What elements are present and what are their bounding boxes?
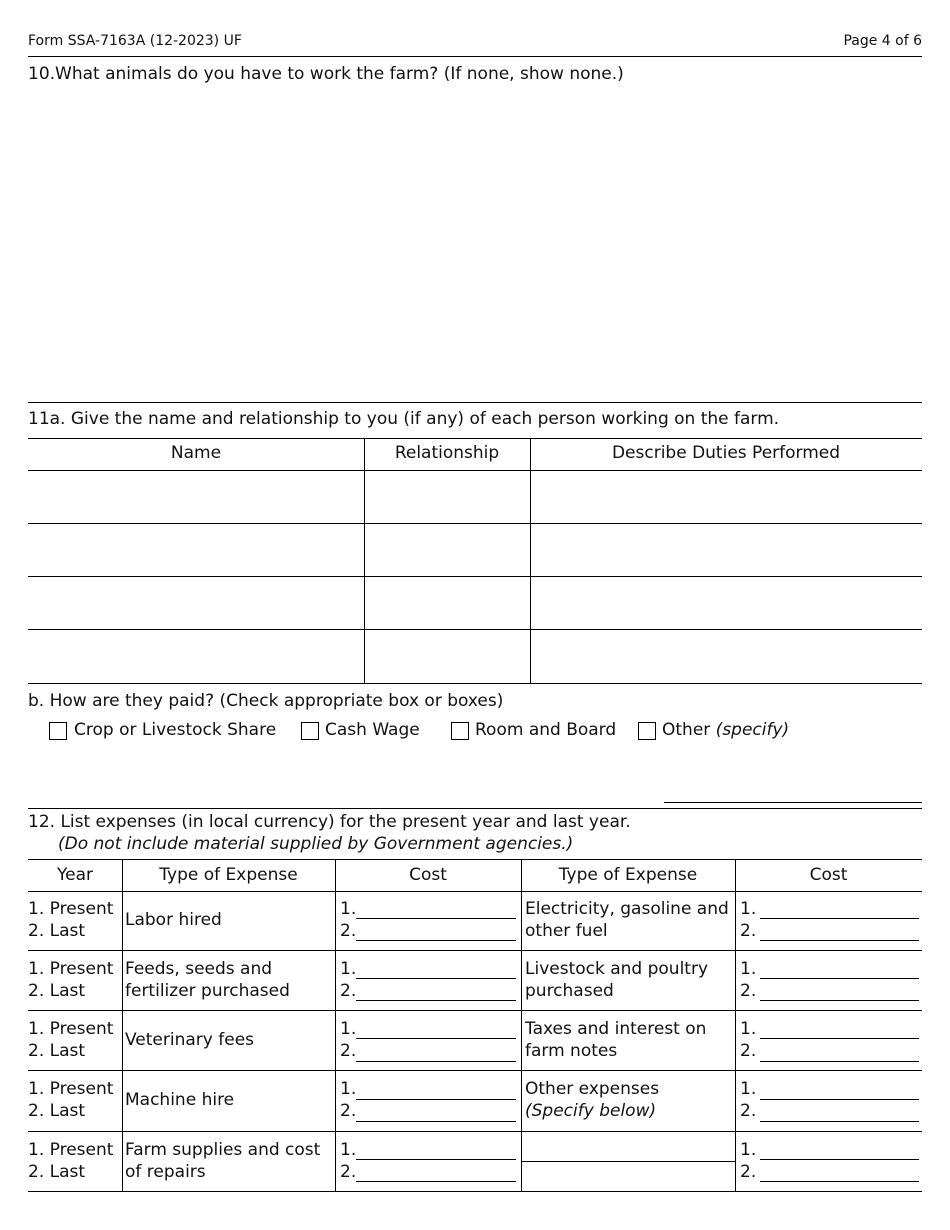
expense-type-right [525, 1018, 706, 1062]
cost-present-field[interactable] [356, 918, 516, 919]
year-last: 2. Last [28, 1101, 86, 1121]
crop-livestock-share-checkbox[interactable] [49, 722, 67, 740]
cost-last-label: 2. [340, 1101, 357, 1121]
expense-line1: Veterinary fees [125, 1030, 255, 1050]
q11a-row-line [28, 523, 922, 524]
q11a-col-divider-2 [530, 438, 531, 683]
expense-line2: purchased [525, 981, 614, 1001]
cost-cell [340, 898, 356, 942]
year-cell [28, 1139, 113, 1183]
q11a-row3-duties-field[interactable] [532, 578, 920, 628]
year-last: 2. Last [28, 921, 86, 941]
q11a-row3-relationship-field[interactable] [366, 578, 528, 628]
q12-col-divider [122, 859, 123, 1191]
page-number: Page 4 of 6 [843, 33, 922, 49]
room-and-board-checkbox[interactable] [451, 722, 469, 740]
cost-present-field[interactable] [760, 918, 919, 919]
cost-present-field[interactable] [356, 1159, 516, 1160]
year-present: 1. Present [28, 899, 114, 919]
form-id: Form SSA-7163A (12-2023) UF [28, 33, 242, 49]
crop-livestock-share-label: Crop or Livestock Share [74, 720, 277, 740]
q12-col-cost-left: Cost [409, 865, 447, 885]
expense-line2: other fuel [525, 921, 608, 941]
other-option-text: Other [662, 720, 711, 740]
cost-present-label: 1. [340, 1079, 357, 1099]
other-specify-hint: (specify) [715, 720, 790, 740]
q11b-bottom-line [28, 808, 922, 809]
cost-present-label: 1. [740, 1140, 757, 1160]
q11a-row2-duties-field[interactable] [532, 525, 920, 575]
q11a-row1-name-field[interactable] [30, 472, 362, 522]
q12-col-divider [335, 859, 336, 1191]
cost-present-field[interactable] [760, 1038, 919, 1039]
year-cell [28, 1018, 113, 1062]
cost-last-label: 2. [340, 1162, 357, 1182]
q11a-col-name: Name [170, 443, 222, 463]
q12-col-cost-right: Cost [809, 865, 848, 885]
q12-table-bottom [28, 1191, 922, 1192]
year-cell [28, 898, 113, 942]
expense-line1: Feeds, seeds and [125, 959, 273, 979]
expense-line1: Labor hired [125, 910, 222, 930]
year-present: 1. Present [28, 1019, 114, 1039]
expense-line2: (Specify below) [525, 1101, 657, 1121]
cost-cell [340, 1078, 356, 1122]
expense-line1: Taxes and interest on [525, 1019, 707, 1039]
cost-cell [340, 958, 356, 1002]
q11b-label: b. How are they paid? (Check appropriate box or boxes) [28, 691, 504, 711]
q11a-row4-duties-field[interactable] [532, 631, 920, 681]
q12-col-divider [521, 859, 522, 1191]
expense-type-left [125, 958, 290, 1002]
q12-note: (Do not include material supplied by Government agencies.) [58, 834, 574, 854]
year-present: 1. Present [28, 959, 114, 979]
cost-last-label: 2. [740, 1101, 757, 1121]
q11a-label: 11a. Give the name and relationship to you (if any) of each person working on the farm. [28, 409, 780, 429]
q11a-row2-name-field[interactable] [30, 525, 362, 575]
q12-specify-line [522, 1161, 735, 1162]
q12-row-line [28, 1010, 922, 1011]
cost-last-field[interactable] [356, 1121, 516, 1122]
other-expense-specify-field-2[interactable] [523, 1163, 734, 1190]
expense-type-right [525, 898, 729, 942]
q12-row-line [28, 950, 922, 951]
expense-line1: Farm supplies and cost [125, 1140, 321, 1160]
q11a-row1-duties-field[interactable] [532, 472, 920, 522]
cost-last-label: 2. [340, 921, 357, 941]
cost-last-field[interactable] [760, 1000, 919, 1001]
cash-wage-label: Cash Wage [325, 720, 420, 740]
cost-present-field[interactable] [760, 1099, 919, 1100]
q11a-col-duties: Describe Duties Performed [611, 443, 841, 463]
expense-type-right [525, 1078, 659, 1122]
cost-last-field[interactable] [356, 1181, 516, 1182]
cost-last-label: 2. [740, 981, 757, 1001]
cost-cell [740, 1078, 756, 1122]
expense-line2: of repairs [125, 1162, 206, 1182]
cost-present-label: 1. [340, 899, 357, 919]
header-divider [28, 56, 922, 57]
q12-col-type-right: Type of Expense [558, 865, 698, 885]
q11a-row3-name-field[interactable] [30, 578, 362, 628]
expense-line1: Electricity, gasoline and [525, 899, 729, 919]
year-cell [28, 958, 113, 1002]
q12-col-divider [735, 859, 736, 1191]
cost-present-field[interactable] [356, 1038, 516, 1039]
q11a-row1-relationship-field[interactable] [366, 472, 528, 522]
q11a-col-relationship: Relationship [394, 443, 500, 463]
cost-present-label: 1. [740, 1019, 757, 1039]
cost-cell [740, 898, 756, 942]
cost-present-label: 1. [740, 1079, 757, 1099]
expense-type-left [125, 1089, 234, 1111]
expense-type-right [525, 958, 708, 1002]
q10-label: 10.What animals do you have to work the farm? (If none, show none.) [28, 64, 624, 84]
year-last: 2. Last [28, 981, 86, 1001]
cost-last-label: 2. [740, 1162, 757, 1182]
cost-cell [340, 1018, 356, 1062]
expense-line1: Livestock and poultry [525, 959, 709, 979]
q11a-table-bottom [28, 683, 922, 684]
cash-wage-checkbox[interactable] [301, 722, 319, 740]
q12-col-year: Year [57, 865, 93, 885]
cost-last-field[interactable] [760, 1061, 919, 1062]
cost-present-field[interactable] [760, 1159, 919, 1160]
cost-cell [740, 1018, 756, 1062]
q12-row-line [28, 1070, 922, 1071]
cost-present-field[interactable] [356, 978, 516, 979]
cost-last-label: 2. [340, 1041, 357, 1061]
q11a-header-bottom [28, 470, 922, 471]
cost-present-label: 1. [340, 959, 357, 979]
cost-last-label: 2. [740, 921, 757, 941]
q11a-table-top [28, 438, 922, 439]
q11a-row4-name-field[interactable] [30, 631, 362, 681]
cost-last-field[interactable] [760, 1181, 919, 1182]
q12-row-line [28, 1131, 922, 1132]
cost-last-label: 2. [340, 981, 357, 1001]
q11a-row-line [28, 629, 922, 630]
cost-last-field[interactable] [356, 1000, 516, 1001]
other-specify-field[interactable] [664, 802, 922, 803]
cost-present-label: 1. [340, 1140, 357, 1160]
cost-last-field[interactable] [760, 1121, 919, 1122]
expense-line1: Other expenses [525, 1079, 660, 1099]
year-present: 1. Present [28, 1140, 114, 1160]
q11a-col-divider-1 [364, 438, 365, 683]
cost-last-field[interactable] [356, 1061, 516, 1062]
cost-present-field[interactable] [356, 1099, 516, 1100]
q11a-row4-relationship-field[interactable] [366, 631, 528, 681]
year-cell [28, 1078, 113, 1122]
q11a-row-line [28, 576, 922, 577]
cost-last-field[interactable] [760, 940, 919, 941]
cost-present-label: 1. [340, 1019, 357, 1039]
cost-cell [740, 1139, 756, 1183]
cost-last-field[interactable] [356, 940, 516, 941]
q12-col-type-left: Type of Expense [159, 865, 298, 885]
expense-line1: Machine hire [125, 1090, 235, 1110]
other-checkbox[interactable] [638, 722, 656, 740]
expense-line2: fertilizer purchased [125, 981, 290, 1001]
cost-cell [340, 1139, 356, 1183]
q10-answer-field[interactable] [28, 90, 926, 399]
expense-line2: farm notes [525, 1041, 618, 1061]
expense-type-left [125, 909, 222, 931]
year-last: 2. Last [28, 1041, 86, 1061]
cost-present-field[interactable] [760, 978, 919, 979]
q11a-row2-relationship-field[interactable] [366, 525, 528, 575]
cost-present-label: 1. [740, 899, 757, 919]
q10-bottom-line [28, 402, 922, 403]
year-present: 1. Present [28, 1079, 114, 1099]
year-last: 2. Last [28, 1162, 86, 1182]
cost-last-label: 2. [740, 1041, 757, 1061]
cost-cell [740, 958, 756, 1002]
q12-table-top [28, 859, 922, 860]
q12-label: 12. List expenses (in local currency) for the present year and last year. [28, 812, 631, 832]
expense-type-left [125, 1029, 254, 1051]
cost-present-label: 1. [740, 959, 757, 979]
q12-header-bottom [28, 891, 922, 892]
expense-type-left [125, 1139, 320, 1183]
other-expense-specify-field-1[interactable] [523, 1133, 734, 1160]
room-and-board-label: Room and Board [475, 720, 617, 740]
other-label [662, 719, 789, 741]
